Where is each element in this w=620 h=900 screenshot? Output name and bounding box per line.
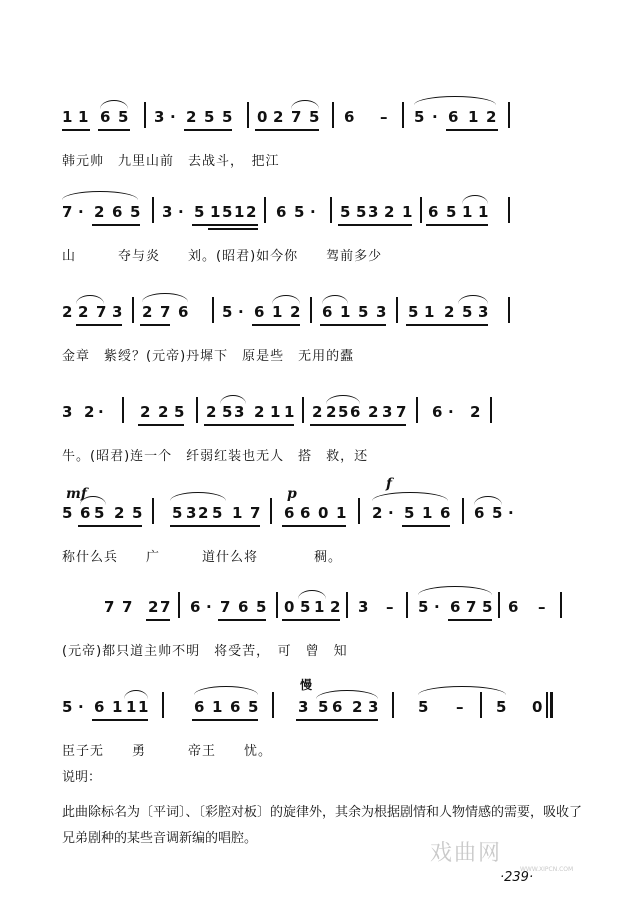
watermark-logo: 戏曲网 bbox=[430, 841, 503, 866]
page-number: ·239· bbox=[500, 870, 534, 885]
lyric-line-7: 臣子无 勇 帝王 忧。 bbox=[62, 744, 273, 759]
notes-row-2: 7 · 2 6 5 3 · 5 1 5 1 2 6 5 · 5 5 3 2 1 6 5 1 1 bbox=[62, 195, 572, 233]
notes-row-5: 5 6 5 2 5 5 3 2 5 1 7 6 6 0 1 2 · 5 1 6 6 5 · bbox=[62, 496, 572, 534]
score-system-5 bbox=[0, 476, 620, 565]
note: 1 bbox=[62, 108, 73, 126]
notes-row-1: 1 1 6 5 3 · 2 5 5 0 2 7 5 6 – 5 · 6 1 2 bbox=[62, 100, 572, 138]
note: 6 bbox=[100, 108, 111, 126]
lyric-line-2: 山 夺与炎 刘。(昭君)如今你 驾前多少 bbox=[62, 249, 383, 264]
notes-row-3: 2 2 7 3 2 7 6 5 · 6 1 2 6 1 5 3 5 1 2 5 3 bbox=[62, 295, 572, 333]
notes-row-6: 7 7 2 7 6 · 7 6 5 0 5 1 2 3 – 5 · 6 7 5 6 – bbox=[62, 590, 572, 628]
note: 1 bbox=[78, 108, 89, 126]
score-system-3 bbox=[0, 295, 620, 365]
notes-body: 此曲除标名为〔平词〕、〔彩腔对板〕的旋律外，其余为根据剧情和人物情感的需要，吸收了兄弟剧种的某些音调新编的唱腔。 bbox=[62, 805, 583, 846]
lyric-line-4: 牛。(昭君)连一个 纤弱红装也无人 搭 救，还 bbox=[62, 449, 369, 464]
score-system-6 bbox=[0, 590, 620, 660]
score-system-4 bbox=[0, 395, 620, 465]
dynamic-p: p bbox=[287, 486, 297, 502]
lyric-line-6: (元帝)都只道主帅不明 将受苦， 可 曾 知 bbox=[62, 644, 348, 659]
watermark-url: WWW.XIPCN.COM bbox=[520, 866, 574, 873]
dynamic-mf: mf bbox=[66, 486, 87, 502]
notes-row-4: 3 2 · 2 2 5 2 5 3 2 1 1 2 2 5 6 2 3 7 6 · 2 bbox=[62, 395, 572, 433]
score-system-1 bbox=[0, 100, 620, 170]
score-system-2 bbox=[0, 195, 620, 265]
lyric-line-5: 称什么兵 广 道什么将 稠。 bbox=[62, 550, 343, 565]
score-system-7 bbox=[0, 678, 620, 760]
notes-title: 说明： bbox=[62, 770, 102, 785]
note: 5 bbox=[118, 108, 129, 126]
notes-row-7: 5 · 6 1 1 1 6 1 6 5 3 5 6 2 3 5 – 5 0 bbox=[62, 690, 572, 728]
lyric-line-1: 韩元帅 九里山前 去战斗， 把江 bbox=[62, 154, 280, 169]
tempo-marking: 慢 bbox=[300, 678, 313, 692]
dynamic-f: f bbox=[386, 476, 393, 492]
lyric-line-3: 金章 紫绶？(元帝)丹墀下 原是些 无用的蠹 bbox=[62, 349, 355, 364]
